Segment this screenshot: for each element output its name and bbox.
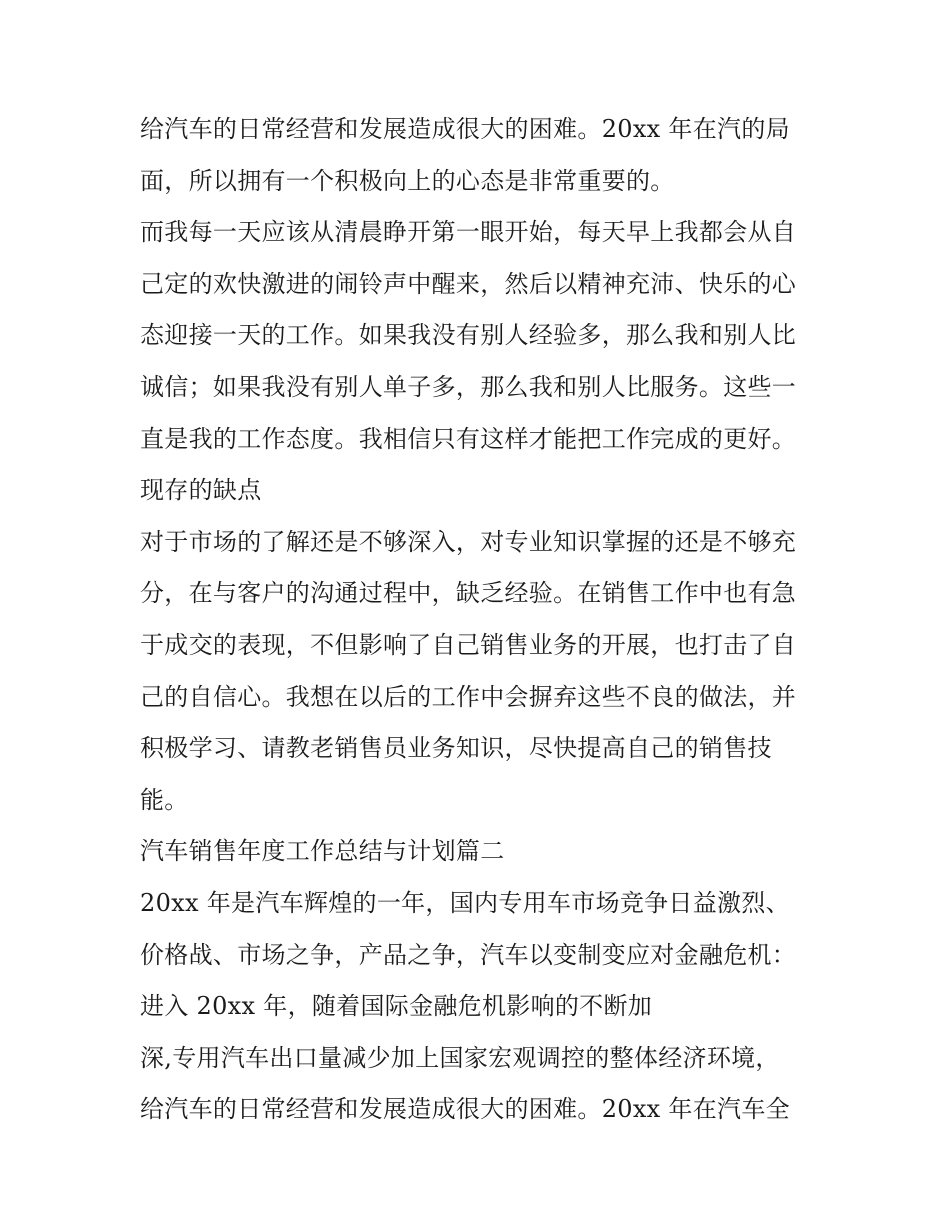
text-line: 深,专用汽车出口量减少加上国家宏观调控的整体经济环境，	[140, 1043, 780, 1072]
text-line: 价格战、市场之争，产品之争，汽车以变制变应对金融危机：	[140, 940, 797, 969]
text-line: 态迎接一天的工作。如果我没有别人经验多，那么我和别人比	[140, 321, 797, 350]
text-line: 积极学习、请教老销售员业务知识，尽快提高自己的销售技	[140, 734, 772, 763]
section-heading: 汽车销售年度工作总结与计划篇二	[140, 837, 505, 866]
text-line: 给汽车的日常经营和发展造成很大的困难。20xx 年在汽的局	[140, 115, 790, 143]
text-line: 20xx 年是汽车辉煌的一年，国内专用车市场竞争日益激烈、	[140, 888, 790, 917]
section-heading: 现存的缺点	[140, 476, 262, 505]
text-line: 于成交的表现，不但影响了自己销售业务的开展，也打击了自	[140, 630, 797, 659]
text-line: 己定的欢快激进的闹铃声中醒来，然后以精神充沛、快乐的心	[140, 269, 797, 298]
text-line: 能。	[140, 785, 189, 814]
document-body	[140, 104, 830, 1136]
text-line: 诚信；如果我没有别人单子多，那么我和别人比服务。这些一	[140, 372, 797, 401]
text-line: 面，所以拥有一个积极向上的心态是非常重要的。	[140, 166, 675, 195]
text-line: 进入 20xx 年，随着国际金融危机影响的不断加	[140, 992, 653, 1021]
text-line: 己的自信心。我想在以后的工作中会摒弃这些不良的做法，并	[140, 682, 797, 711]
text-line: 分，在与客户的沟通过程中，缺乏经验。在销售工作中也有急	[140, 579, 797, 608]
text-line: 直是我的工作态度。我相信只有这样才能把工作完成的更好。	[140, 424, 797, 453]
text-line: 而我每一天应该从清晨睁开第一眼开始，每天早上我都会从自	[140, 218, 797, 247]
text-line: 给汽车的日常经营和发展造成很大的困难。20xx 年在汽车全	[140, 1095, 790, 1124]
text-line: 对于市场的了解还是不够深入，对专业知识掌握的还是不够充	[140, 527, 797, 556]
